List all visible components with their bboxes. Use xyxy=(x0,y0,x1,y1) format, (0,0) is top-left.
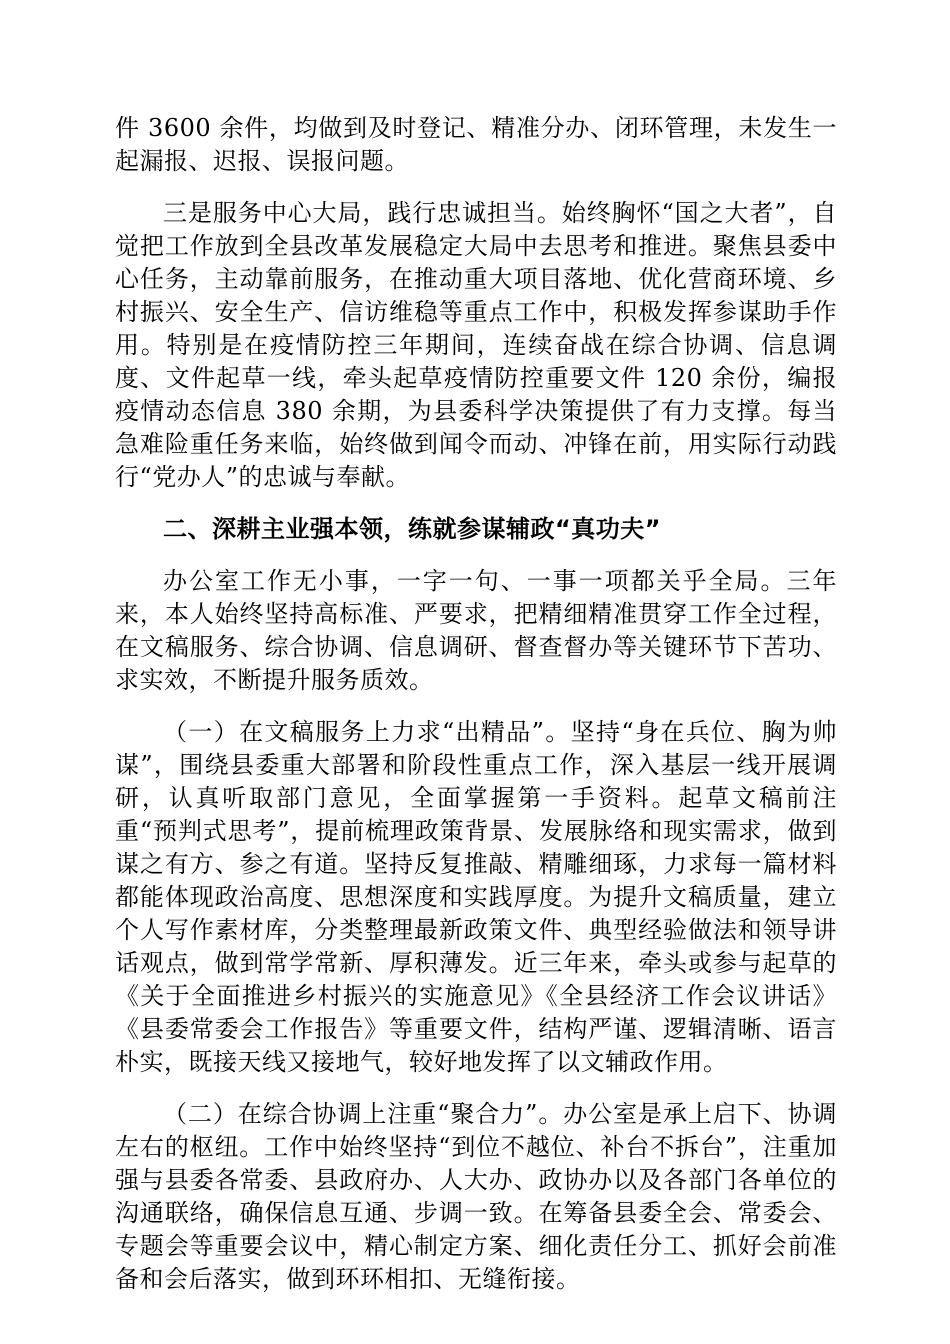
paragraph-document-service: （一）在文稿服务上力求“出精品”。坚持“身在兵位、胸为帅谋”，围绕县委重大部署和阶段性重点工作，深入基层一线开展调研，认真听取部门意见，全面掌握第一手资料。起草文稿前注重“预判式思考”，提前梳理政策背景、发展脉络和现实需求，做到谋之有方、参之有道。坚持反复推敲、精雕细琢，力求每一篇材料都能体现政治高度、思想深度和实践厚度。为提升文稿质量，建立个人写作素材库，分类整理最新政策文件、典型经验做法和领导讲话观点，做到常学常新、厚积薄发。近三年来，牵头或参与起草的《关于全面推进乡村振兴的实施意见》《全县经济工作会议讲话》《县委常委会工作报告》等重要文件，结构严谨、逻辑清晰、语言朴实，既接天线又接地气，较好地发挥了以文辅政作用。 xyxy=(115,718,837,1076)
paragraph-coordination: （二）在综合协调上注重“聚合力”。办公室是承上启下、协调左右的枢纽。工作中始终坚持“到位不越位、补台不拆台”，注重加强与县委各常委、县政府办、人大办、政协办以及各部门各单位的沟通联络，确保信息互通、步调一致。在筹备县委全会、常委会、专题会等重要会议中，精心制定方案、细化责任分工、抓好会前准备和会后落实，做到环环相扣、无缝衔接。 xyxy=(115,1100,837,1293)
document-page xyxy=(115,112,837,1315)
paragraph-service-center: 三是服务中心大局，践行忠诚担当。始终胸怀“国之大者”，自觉把工作放到全县改革发展稳定大局中去思考和推进。聚焦县委中心任务，主动靠前服务，在推动重大项目落地、优化营商环境、乡村振兴、安全生产、信访维稳等重点工作中，积极发挥参谋助手作用。特别是在疫情防控三年期间，连续奋战在综合协调、信息调度、文件起草一线，牵头起草疫情防控重要文件 120 余份，编报疫情动态信息 380 余期，为县委科学决策提供了有力支撑。每当急难险重任务来临，始终做到闻令而动、冲锋在前，用实际行动践行“党办人”的忠诚与奉献。 xyxy=(115,199,837,491)
section-heading: 二、深耕主业强本领，练就参谋辅政“真功夫” xyxy=(163,515,662,543)
paragraph-continued: 件 3600 余件，均做到及时登记、精准分办、闭环管理，未发生一起漏报、迟报、误报问题。 xyxy=(115,114,837,175)
paragraph-office-work: 办公室工作无小事，一字一句、一事一项都关乎全局。三年来，本人始终坚持高标准、严要求，把精细精准贯穿工作全过程，在文稿服务、综合协调、信息调研、督查督办等关键环节下苦功、求实效，不断提升服务质效。 xyxy=(115,567,837,694)
